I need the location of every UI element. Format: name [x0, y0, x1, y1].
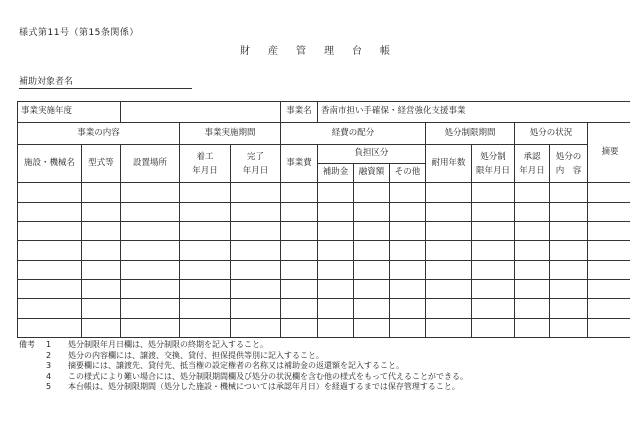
table-cell[interactable]	[472, 260, 515, 279]
table-cell[interactable]	[121, 241, 180, 260]
table-cell[interactable]	[550, 241, 588, 260]
header-disposal-content	[550, 144, 588, 183]
table-cell[interactable]	[318, 222, 354, 241]
table-cell[interactable]	[550, 260, 588, 279]
header-approval-date	[515, 144, 550, 183]
note-item	[19, 382, 468, 393]
table-cell[interactable]	[390, 318, 426, 337]
table-cell[interactable]	[390, 183, 426, 202]
table-cell[interactable]	[472, 222, 515, 241]
table-row	[18, 222, 630, 241]
table-cell[interactable]	[588, 318, 630, 337]
table-cell[interactable]	[121, 183, 180, 202]
table-cell[interactable]	[82, 299, 121, 318]
table-cell[interactable]	[82, 280, 121, 299]
table-cell[interactable]	[180, 260, 231, 279]
table-row	[18, 202, 630, 221]
table-cell[interactable]	[354, 260, 390, 279]
table-cell[interactable]	[588, 202, 630, 221]
table-cell[interactable]	[121, 280, 180, 299]
title-char: 台	[352, 46, 362, 57]
table-cell[interactable]	[426, 260, 472, 279]
note-number: 3	[46, 361, 52, 371]
table-cell[interactable]	[82, 222, 121, 241]
table-cell[interactable]	[390, 222, 426, 241]
header-loan-amount: 融資額	[354, 164, 390, 183]
table-cell[interactable]	[515, 260, 550, 279]
header-disposal-limit-period: 処分制限期間	[426, 123, 515, 144]
header-project-period: 事業実施期間	[180, 123, 281, 144]
completion-date-line1: 完了	[247, 151, 265, 162]
note-number: 5	[46, 382, 52, 392]
approval-date-line1: 承認	[523, 151, 541, 162]
table-cell[interactable]	[18, 202, 82, 221]
table-cell[interactable]	[82, 202, 121, 221]
table-cell[interactable]	[18, 260, 82, 279]
table-cell[interactable]	[588, 183, 630, 202]
table-cell[interactable]	[426, 280, 472, 299]
table-cell[interactable]	[550, 202, 588, 221]
header-remarks: 摘要	[588, 123, 630, 183]
table-row	[18, 318, 630, 337]
table-cell[interactable]	[231, 222, 281, 241]
table-cell[interactable]	[281, 222, 318, 241]
table-cell[interactable]	[281, 260, 318, 279]
table-cell[interactable]	[318, 260, 354, 279]
table-cell[interactable]	[281, 299, 318, 318]
project-name-label: 事業名	[281, 102, 318, 123]
header-location: 設置場所	[121, 144, 180, 183]
table-cell[interactable]	[121, 299, 180, 318]
note-item	[19, 372, 468, 383]
table-cell[interactable]	[588, 280, 630, 299]
limit-date-line2: 限年月日	[476, 165, 511, 176]
table-row	[18, 183, 630, 202]
header-project-cost: 事業費	[281, 144, 318, 183]
limit-date-line1: 処分制	[480, 151, 506, 162]
table-cell[interactable]	[550, 222, 588, 241]
note-text: 処分制限年月日欄は、処分制限の終期を記入すること。	[68, 340, 268, 349]
note-item	[19, 351, 468, 362]
table-cell[interactable]	[318, 299, 354, 318]
table-cell[interactable]	[318, 202, 354, 221]
table-cell[interactable]	[180, 241, 231, 260]
document-title	[0, 42, 630, 57]
table-cell[interactable]	[180, 299, 231, 318]
title-char: 管	[296, 46, 306, 57]
table-row	[18, 299, 630, 318]
table-cell[interactable]	[426, 222, 472, 241]
table-cell[interactable]	[281, 241, 318, 260]
table-cell[interactable]	[318, 318, 354, 337]
table-cell[interactable]	[354, 241, 390, 260]
notes-section	[19, 340, 468, 393]
table-cell[interactable]	[472, 318, 515, 337]
table-cell[interactable]	[82, 260, 121, 279]
table-cell[interactable]	[121, 260, 180, 279]
title-char: 理	[324, 46, 334, 57]
table-cell[interactable]	[354, 183, 390, 202]
table-cell[interactable]	[354, 202, 390, 221]
approval-date-line2: 年月日	[519, 165, 545, 176]
table-cell[interactable]	[231, 280, 281, 299]
table-cell[interactable]	[180, 202, 231, 221]
table-cell[interactable]	[18, 299, 82, 318]
table-cell[interactable]	[281, 280, 318, 299]
table-cell[interactable]	[18, 280, 82, 299]
table-cell[interactable]	[390, 202, 426, 221]
table-cell[interactable]	[82, 318, 121, 337]
table-cell[interactable]	[515, 299, 550, 318]
table-cell[interactable]	[472, 202, 515, 221]
table-cell[interactable]	[426, 202, 472, 221]
table-cell[interactable]	[231, 260, 281, 279]
asset-ledger-table	[17, 101, 630, 338]
table-cell[interactable]	[472, 299, 515, 318]
table-cell[interactable]	[550, 280, 588, 299]
note-number: 1	[46, 340, 52, 349]
table-cell[interactable]	[318, 183, 354, 202]
completion-date-line2: 年月日	[242, 165, 269, 176]
table-cell[interactable]	[82, 241, 121, 260]
header-start-date	[180, 144, 231, 183]
table-cell[interactable]	[354, 280, 390, 299]
table-cell[interactable]	[231, 299, 281, 318]
header-disposal-status: 処分の状況	[515, 123, 588, 144]
table-cell[interactable]	[426, 299, 472, 318]
recipient-name-field[interactable]	[19, 74, 192, 89]
table-cell[interactable]	[318, 241, 354, 260]
table-cell[interactable]	[550, 183, 588, 202]
project-name-value: 香南市担い手確保・経営強化支援事業	[318, 102, 630, 123]
table-cell[interactable]	[318, 280, 354, 299]
header-useful-life: 耐用年数	[426, 144, 472, 183]
table-cell[interactable]	[281, 183, 318, 202]
table-row	[18, 241, 630, 260]
table-cell[interactable]	[231, 241, 281, 260]
header-limit-date	[472, 144, 515, 183]
table-cell[interactable]	[515, 222, 550, 241]
fiscal-year-label: 事業実施年度	[18, 102, 121, 123]
table-cell[interactable]	[472, 183, 515, 202]
table-cell[interactable]	[354, 299, 390, 318]
table-cell[interactable]	[550, 299, 588, 318]
table-cell[interactable]	[231, 318, 281, 337]
form-number: 様式第11号（第15条関係）	[19, 28, 139, 38]
table-cell[interactable]	[588, 260, 630, 279]
table-cell[interactable]	[472, 280, 515, 299]
disposal-content-line2: 内 容	[555, 165, 582, 176]
table-cell[interactable]	[390, 241, 426, 260]
header-burden-category: 負担区分	[318, 144, 426, 163]
recipient-label: 補助対象者名	[19, 77, 74, 87]
fiscal-year-value[interactable]	[121, 102, 281, 123]
header-model: 型式等	[82, 144, 121, 183]
table-cell[interactable]	[18, 183, 82, 202]
notes-heading: 備考	[19, 340, 35, 349]
disposal-content-line1: 処分の	[555, 151, 582, 162]
note-item	[19, 361, 468, 372]
table-cell[interactable]	[515, 318, 550, 337]
note-text: この様式により難い場合には、処分制限期間欄及び処分の状況欄を含む他の様式をもって代えることができる。	[68, 371, 468, 381]
table-cell[interactable]	[180, 222, 231, 241]
table-row	[18, 260, 630, 279]
ledger-body	[18, 183, 630, 338]
table-cell[interactable]	[515, 202, 550, 221]
table-cell[interactable]	[588, 241, 630, 260]
table-cell[interactable]	[588, 222, 630, 241]
title-char: 産	[268, 46, 278, 57]
table-cell[interactable]	[515, 280, 550, 299]
table-cell[interactable]	[231, 202, 281, 221]
table-cell[interactable]	[515, 241, 550, 260]
table-cell[interactable]	[18, 318, 82, 337]
header-project-content: 事業の内容	[18, 123, 180, 144]
table-cell[interactable]	[180, 183, 231, 202]
table-cell[interactable]	[18, 222, 82, 241]
header-cost-allocation: 経費の配分	[281, 123, 426, 144]
table-cell[interactable]	[121, 222, 180, 241]
table-cell[interactable]	[515, 183, 550, 202]
table-cell[interactable]	[121, 318, 180, 337]
title-char: 財	[240, 46, 250, 57]
start-date-line2: 年月日	[192, 165, 218, 176]
header-other: その他	[390, 164, 426, 183]
note-number: 2	[46, 350, 52, 360]
title-char: 帳	[380, 46, 390, 57]
table-cell[interactable]	[390, 260, 426, 279]
table-cell[interactable]	[426, 183, 472, 202]
table-row	[18, 280, 630, 299]
table-cell[interactable]	[18, 241, 82, 260]
table-cell[interactable]	[390, 299, 426, 318]
header-completion-date	[231, 144, 281, 183]
header-subsidy: 補助金	[318, 164, 354, 183]
table-cell[interactable]	[390, 280, 426, 299]
start-date-line1: 着工	[196, 151, 214, 162]
note-text: 摘要欄には、譲渡先、貸付先、抵当権の設定権者の名称又は補助金の返還額を記入すること。	[68, 361, 404, 371]
table-cell[interactable]	[354, 318, 390, 337]
table-cell[interactable]	[121, 202, 180, 221]
table-cell[interactable]	[180, 318, 231, 337]
table-cell[interactable]	[281, 318, 318, 337]
table-cell[interactable]	[426, 241, 472, 260]
note-text: 処分の内容欄には、譲渡、交換、貸付、担保提供等別に記入すること。	[68, 350, 324, 360]
table-cell[interactable]	[426, 318, 472, 337]
header-facility-name: 施設・機械名	[18, 144, 82, 183]
note-text: 本台帳は、処分制限期間（処分した施設・機械については承認年月日）を経過するまでは保存管理すること。	[68, 382, 460, 392]
table-cell[interactable]	[550, 318, 588, 337]
table-cell[interactable]	[354, 222, 390, 241]
table-cell[interactable]	[281, 202, 318, 221]
table-cell[interactable]	[180, 280, 231, 299]
table-cell[interactable]	[231, 183, 281, 202]
table-cell[interactable]	[472, 241, 515, 260]
note-item	[19, 340, 468, 351]
table-cell[interactable]	[588, 299, 630, 318]
note-number: 4	[46, 371, 52, 381]
table-cell[interactable]	[82, 183, 121, 202]
